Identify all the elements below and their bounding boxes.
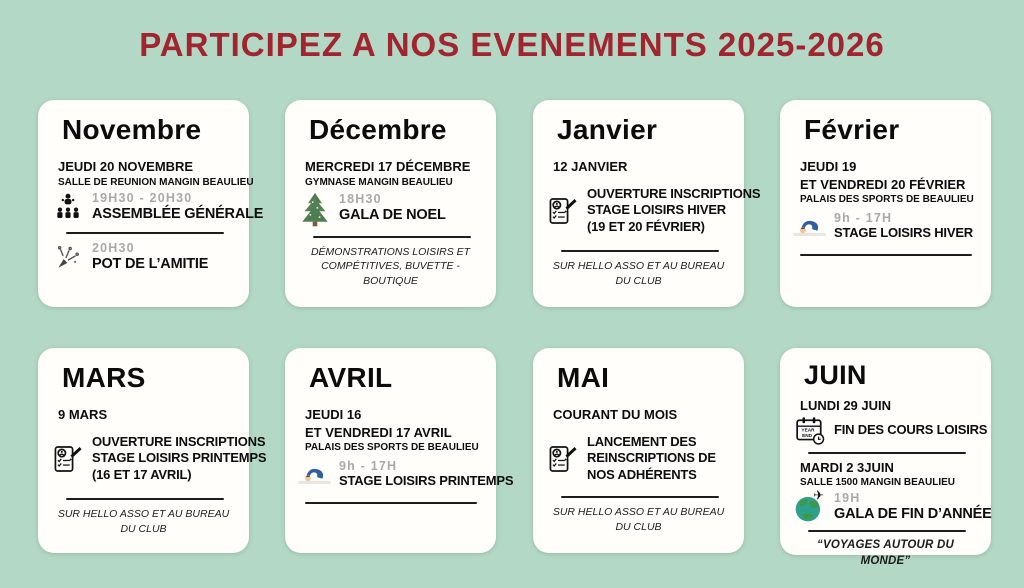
event-title: POT DE L’AMITIE — [92, 256, 209, 273]
divider — [808, 530, 966, 532]
svg-text:YEAR: YEAR — [801, 427, 815, 433]
event-date: COURANT DU MOIS — [553, 407, 678, 422]
event-title-line: NOS ADHÉRENTS — [587, 467, 697, 483]
event-time: 9h - 17H — [339, 459, 398, 474]
event-title: STAGE LOISIRS PRINTEMPS — [339, 473, 514, 489]
event-venue: PALAIS DES SPORTS DE BEAULIEU — [800, 194, 974, 206]
event-time: 20H30 — [92, 241, 135, 256]
divider — [561, 250, 719, 252]
event-title: FIN DES COURS LOISIRS — [834, 422, 988, 438]
divider — [66, 232, 224, 234]
event-title-line: LANCEMENT DES — [587, 433, 697, 449]
card-mars — [38, 348, 267, 553]
event-time: 19H — [834, 490, 861, 505]
event-venue: PALAIS DES SPORTS DE BEAULIEU — [305, 442, 479, 454]
globe-travel-icon — [792, 490, 828, 524]
event-venue: SALLE 1500 MANGIN BEAULIEU — [800, 477, 956, 489]
event-row — [545, 185, 761, 237]
event-row — [50, 241, 237, 274]
event-row — [545, 434, 732, 485]
fireworks-icon — [50, 244, 86, 272]
divider — [561, 496, 719, 498]
svg-text:END: END — [802, 432, 813, 438]
card-juin — [780, 348, 992, 568]
event-time: 19H30 - 20H30 — [92, 190, 193, 205]
event-row — [792, 490, 992, 524]
month-title: Février — [804, 114, 900, 145]
event-row — [50, 433, 267, 485]
event-venue: GYMNASE MANGIN BEAULIEU — [305, 176, 453, 188]
event-title-line: (16 ET 17 AVRIL) — [92, 467, 192, 483]
footnote: SUR HELLO ASSO ET AU BUREAU DU CLUB — [552, 260, 725, 287]
event-date: MERCREDI 17 DÉCEMBRE — [305, 159, 471, 174]
christmas-tree-icon — [297, 191, 333, 227]
event-date: JEUDI 19 — [800, 159, 857, 174]
year-end-calendar-icon — [792, 416, 828, 446]
event-date: JEUDI 16 — [305, 407, 362, 422]
event-time: 18H30 — [339, 192, 382, 207]
event-date: 9 MARS — [58, 407, 108, 422]
month-title: Décembre — [309, 114, 447, 145]
card-janvier — [533, 100, 761, 307]
card-decembre — [285, 100, 496, 307]
event-date: MARDI 2 3JUIN — [800, 459, 894, 475]
divider — [808, 452, 966, 454]
event-date: JEUDI 20 NOVEMBRE — [58, 159, 194, 174]
divider — [305, 502, 477, 504]
event-title-line: OUVERTURE INSCRIPTIONS — [92, 433, 266, 449]
divider — [66, 498, 224, 500]
event-time: 9h - 17H — [834, 211, 893, 226]
divider — [313, 236, 471, 238]
event-title-line: STAGE LOISIRS PRINTEMPS — [92, 450, 267, 466]
event-title: ASSEMBLÉE GÉNÉRALE — [92, 205, 264, 222]
month-title: JUIN — [804, 360, 867, 390]
event-title-line: (19 ET 20 FÉVRIER) — [587, 219, 705, 235]
event-row — [792, 416, 988, 446]
event-date: ET VENDREDI 20 FÉVRIER — [800, 176, 966, 192]
month-title: MAI — [557, 362, 610, 393]
event-title: GALA DE NOEL — [339, 207, 446, 224]
event-title-line: OUVERTURE INSCRIPTIONS — [587, 185, 761, 201]
card-avril — [285, 348, 514, 553]
event-date: 12 JANVIER — [553, 159, 628, 174]
event-title-line: REINSCRIPTIONS DE — [587, 450, 716, 466]
svg-text:✈: ✈ — [813, 490, 824, 504]
footnote: DÉMONSTRATIONS LOISIRS ET COMPÉTITIVES, BUVETTE - BOUTIQUE — [310, 245, 471, 287]
month-title: Novembre — [62, 114, 202, 145]
event-title: GALA DE FIN D’ANNÉE — [834, 505, 992, 522]
event-row — [297, 191, 484, 227]
footnote: SUR HELLO ASSO ET AU BUREAU DU CLUB — [552, 506, 725, 533]
event-venue: SALLE DE REUNION MANGIN BEAULIEU — [58, 176, 254, 188]
footnote: SUR HELLO ASSO ET AU BUREAU DU CLUB — [57, 508, 230, 535]
signup-checklist-icon — [545, 443, 581, 475]
event-title-line: STAGE LOISIRS HIVER — [587, 202, 726, 218]
month-title: AVRIL — [309, 362, 393, 393]
month-title: MARS — [62, 362, 146, 393]
event-date: LUNDI 29 JUIN — [800, 398, 892, 413]
gymnast-icon — [792, 214, 828, 240]
signup-checklist-icon — [50, 443, 86, 475]
footnote: “VOYAGES AUTOUR DU MONDE” — [817, 539, 954, 568]
event-row — [297, 459, 514, 490]
card-novembre — [38, 100, 264, 307]
divider — [800, 254, 972, 256]
meeting-icon — [50, 193, 86, 221]
event-date: ET VENDREDI 17 AVRIL — [305, 424, 452, 440]
month-title: Janvier — [557, 114, 658, 145]
event-row — [50, 190, 264, 224]
card-mai — [533, 348, 744, 553]
event-title: STAGE LOISIRS HIVER — [834, 225, 973, 241]
signup-checklist-icon — [545, 195, 581, 227]
page-title: PARTICIPEZ A NOS EVENEMENTS 2025-2026 — [139, 26, 885, 63]
event-row — [792, 211, 979, 242]
card-fevrier — [780, 100, 991, 307]
gymnast-icon — [297, 462, 333, 488]
